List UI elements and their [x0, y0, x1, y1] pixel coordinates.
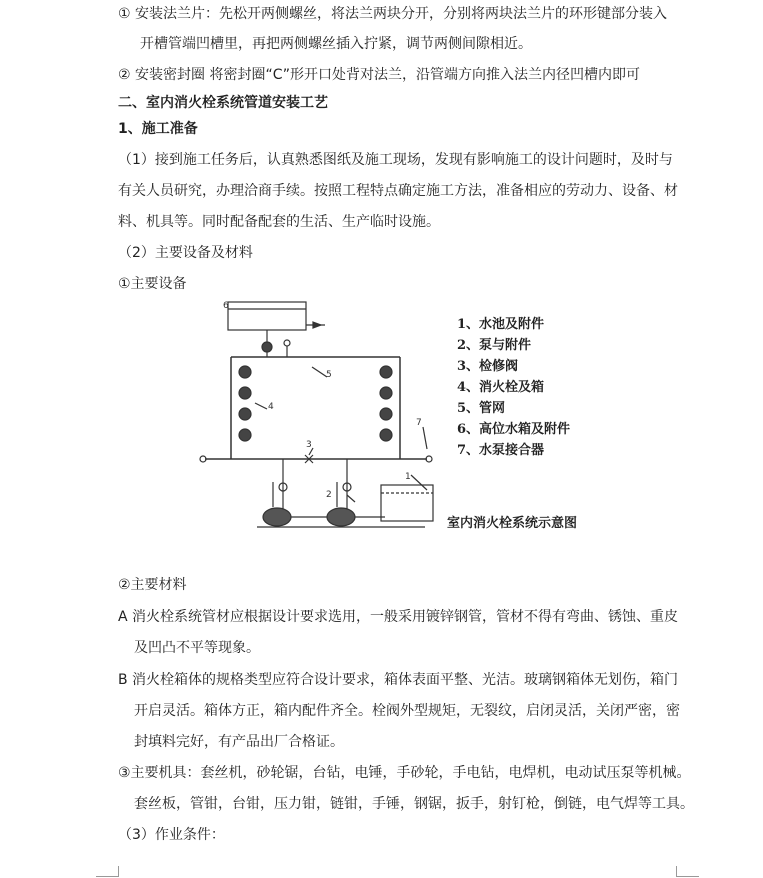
para-item-b-3: 封填料完好，有产品出厂合格证。	[134, 734, 344, 750]
label-2: 2	[326, 490, 332, 500]
water-tank	[381, 485, 433, 521]
high-tank	[228, 302, 306, 330]
pump-right	[327, 508, 355, 526]
section-heading: 二、室内消火栓系统管道安装工艺	[118, 95, 328, 111]
top-hydrant	[262, 342, 272, 352]
hydrants-left	[239, 366, 251, 441]
legend-4: 4、消火栓及箱	[457, 380, 545, 395]
pump-left	[263, 508, 291, 526]
page-corner-left	[96, 866, 119, 877]
para-prep-2: 有关人员研究，办理洽商手续。按照工程特点确定施工方法，准备相应的劳动力、设备、材	[118, 183, 678, 199]
fire-hydrant-system-diagram	[195, 297, 625, 542]
para-main-materials: ②主要材料	[118, 577, 187, 593]
legend-1: 1、水池及附件	[457, 317, 545, 332]
page-corner-right	[676, 866, 699, 877]
para-item-a-1: A 消火栓系统管材应根据设计要求选用，一般采用镀锌钢管，管材不得有弯曲、锈蚀、重皮	[118, 609, 679, 625]
para-flange-install-1: ① 安装法兰片：先松开两侧螺丝，将法兰两块分开，分别将两块法兰片的环形键部分装入	[118, 6, 667, 22]
diagram-caption: 室内消火栓系统示意图	[447, 516, 578, 531]
para-prep-3: 料、机具等。同时配备配套的生活、生产临时设施。	[118, 214, 440, 230]
label-4: 4	[268, 402, 274, 412]
legend-7: 7、水泵接合器	[457, 443, 545, 458]
para-seal-install: ② 安装密封圈 将密封圈“C”形开口处背对法兰，沿管端方向推入法兰内径凹槽内即可	[118, 67, 640, 83]
para-main-equipment: ①主要设备	[118, 276, 187, 292]
legend-6: 6、高位水箱及附件	[457, 422, 571, 437]
para-prep-1: （1）接到施工任务后，认真熟悉图纸及施工现场，发现有影响施工的设计问题时，及时与	[118, 152, 673, 168]
para-flange-install-2: 开槽管端凹槽里，再把两侧螺丝插入拧紧，调节两侧间隙相近。	[140, 36, 532, 52]
legend-5: 5、管网	[457, 401, 506, 416]
legend-3: 3、检修阀	[457, 359, 519, 374]
para-equipment-materials: （2）主要设备及材料	[118, 245, 253, 261]
para-tools-2: 套丝板，管钳，台钳，压力钳，链钳，手锤，钢锯，扳手，射钉枪，倒链，电气焊等工具。	[134, 796, 694, 812]
label-6: 6	[223, 301, 229, 311]
subsection-heading: 1、施工准备	[118, 121, 198, 137]
legend-2: 2、泵与附件	[457, 338, 532, 353]
hydrants-right	[380, 366, 392, 441]
para-work-conditions: （3）作业条件：	[118, 827, 225, 843]
label-5: 5	[326, 370, 332, 380]
label-7: 7	[416, 418, 422, 428]
para-tools-1: ③主要机具：套丝机，砂轮锯，台钻，电锤，手砂轮，手电钻，电焊机，电动试压泵等机械。	[118, 765, 691, 781]
label-1: 1	[405, 472, 411, 482]
para-item-a-2: 及凹凸不平等现象。	[134, 640, 260, 656]
para-item-b-2: 开启灵活。箱体方正，箱内配件齐全。栓阀外型规矩，无裂纹，启闭灵活，关闭严密，密	[134, 703, 680, 719]
label-3: 3	[306, 440, 312, 450]
para-item-b-1: B 消火栓箱体的规格类型应符合设计要求，箱体表面平整、光洁。玻璃钢箱体无划伤，箱门	[118, 672, 679, 688]
